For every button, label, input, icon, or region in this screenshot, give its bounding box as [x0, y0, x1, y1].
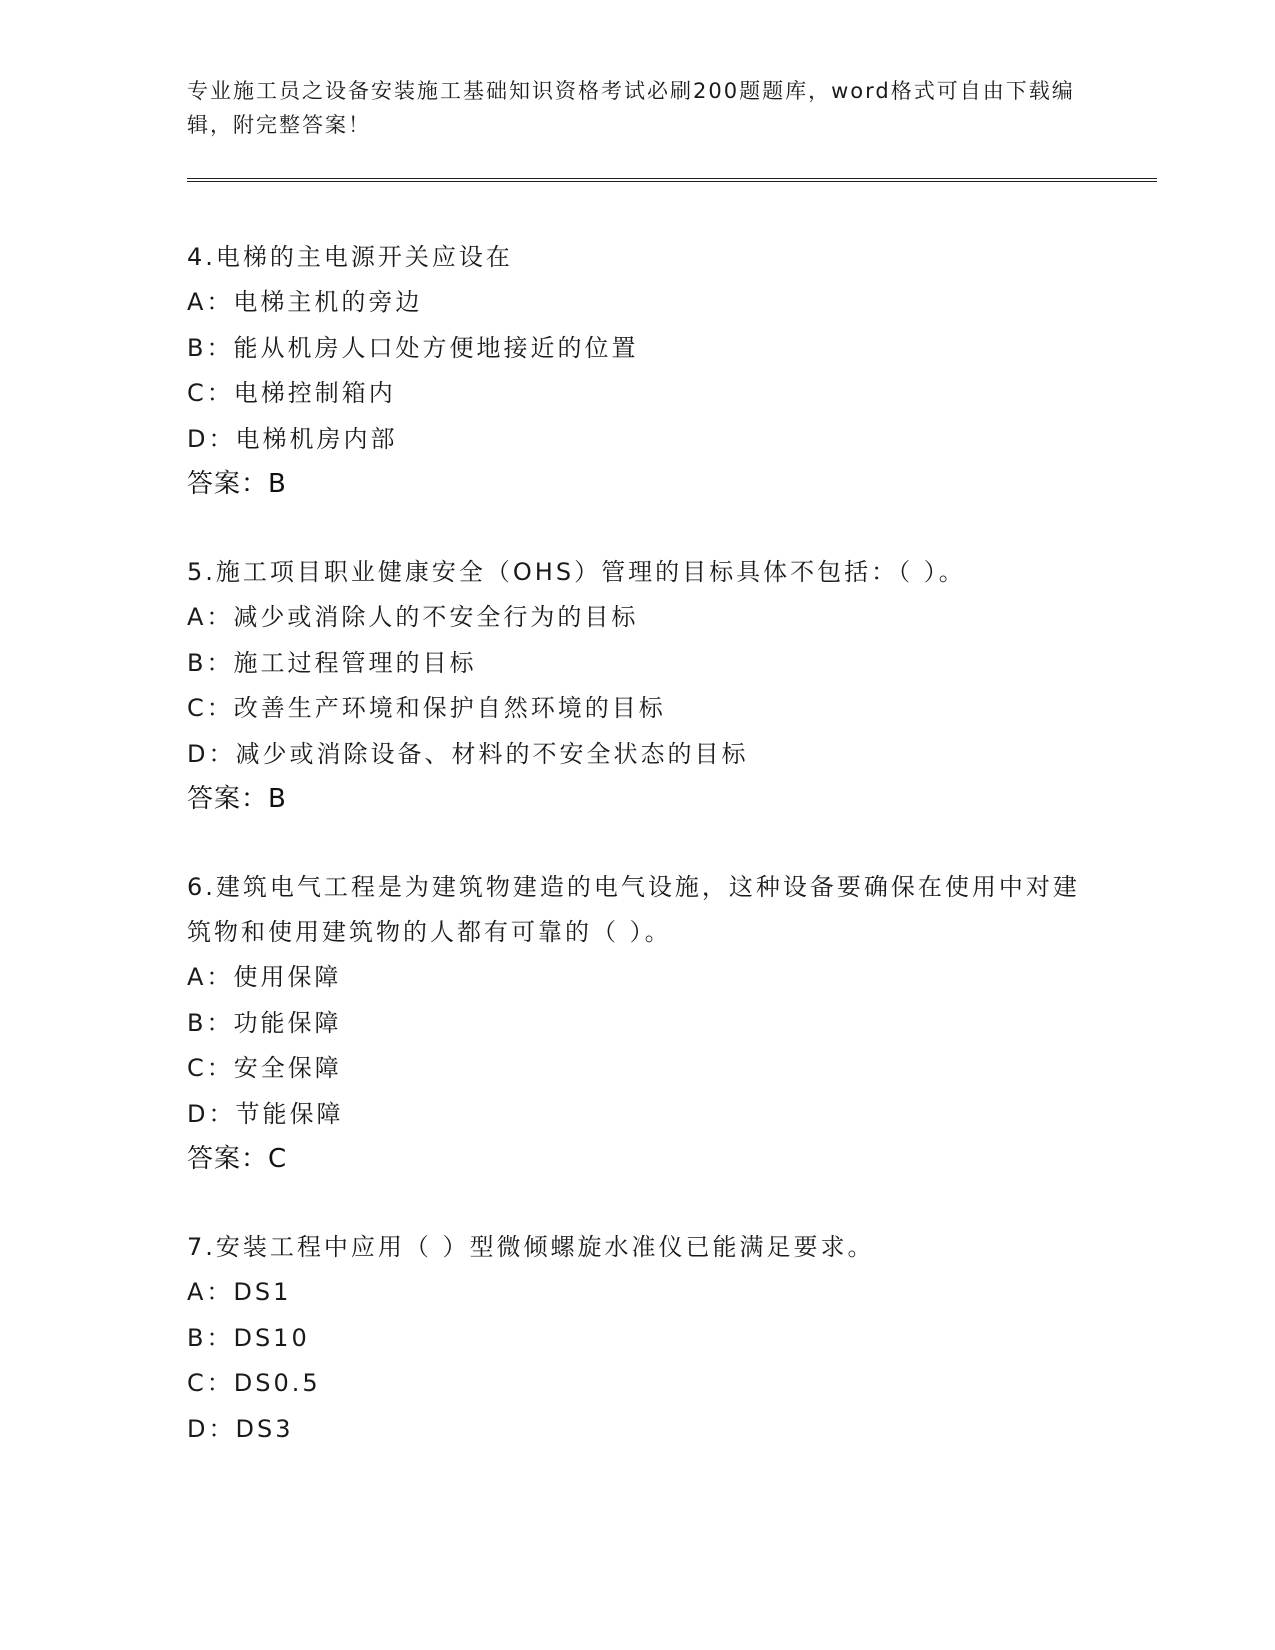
- option-a: A：使用保障: [187, 963, 342, 991]
- option-b: B：能从机房人口处方便地接近的位置: [187, 333, 639, 362]
- question-stem: 6.建筑电气工程是为建筑物建造的电气设施，这种设备要确保在使用中对建筑物和使用建筑物的人都有可靠的（ ）。: [187, 873, 1080, 946]
- question-6: [187, 865, 1087, 1181]
- answer-text: 答案：B: [187, 784, 287, 814]
- answer-text: 答案：C: [187, 1144, 288, 1174]
- question-4: [187, 235, 1087, 506]
- option-d: D：DS3: [187, 1414, 294, 1443]
- option-c: C：安全保障: [187, 1054, 342, 1082]
- answer-text: 答案：B: [187, 469, 287, 499]
- question-5: [187, 550, 1087, 821]
- option-d: D：减少或消除设备、材料的不安全状态的目标: [187, 739, 749, 768]
- question-stem: 5.施工项目职业健康安全（OHS）管理的目标具体不包括：（ ）。: [187, 558, 966, 586]
- option-c: C：改善生产环境和保护自然环境的目标: [187, 694, 666, 722]
- document-header: 专业施工员之设备安装施工基础知识资格考试必刷200题题库，word格式可自由下载编辑，附完整答案！: [187, 79, 1075, 137]
- option-d: D：节能保障: [187, 1099, 344, 1128]
- question-7: [187, 1225, 1087, 1452]
- question-stem: 7.安装工程中应用（ ）型微倾螺旋水准仪已能满足要求。: [187, 1233, 875, 1261]
- question-stem: 4.电梯的主电源开关应设在: [187, 243, 513, 271]
- option-a: A：电梯主机的旁边: [187, 288, 423, 316]
- option-d: D：电梯机房内部: [187, 424, 398, 453]
- option-a: A：DS1: [187, 1278, 292, 1306]
- option-b: B：功能保障: [187, 1008, 342, 1037]
- option-c: C：电梯控制箱内: [187, 379, 396, 407]
- option-b: B：施工过程管理的目标: [187, 648, 477, 677]
- header-divider: [187, 178, 1157, 182]
- question-list: [187, 235, 1087, 1496]
- option-b: B：DS10: [187, 1323, 310, 1352]
- option-c: C：DS0.5: [187, 1369, 321, 1397]
- option-a: A：减少或消除人的不安全行为的目标: [187, 603, 639, 631]
